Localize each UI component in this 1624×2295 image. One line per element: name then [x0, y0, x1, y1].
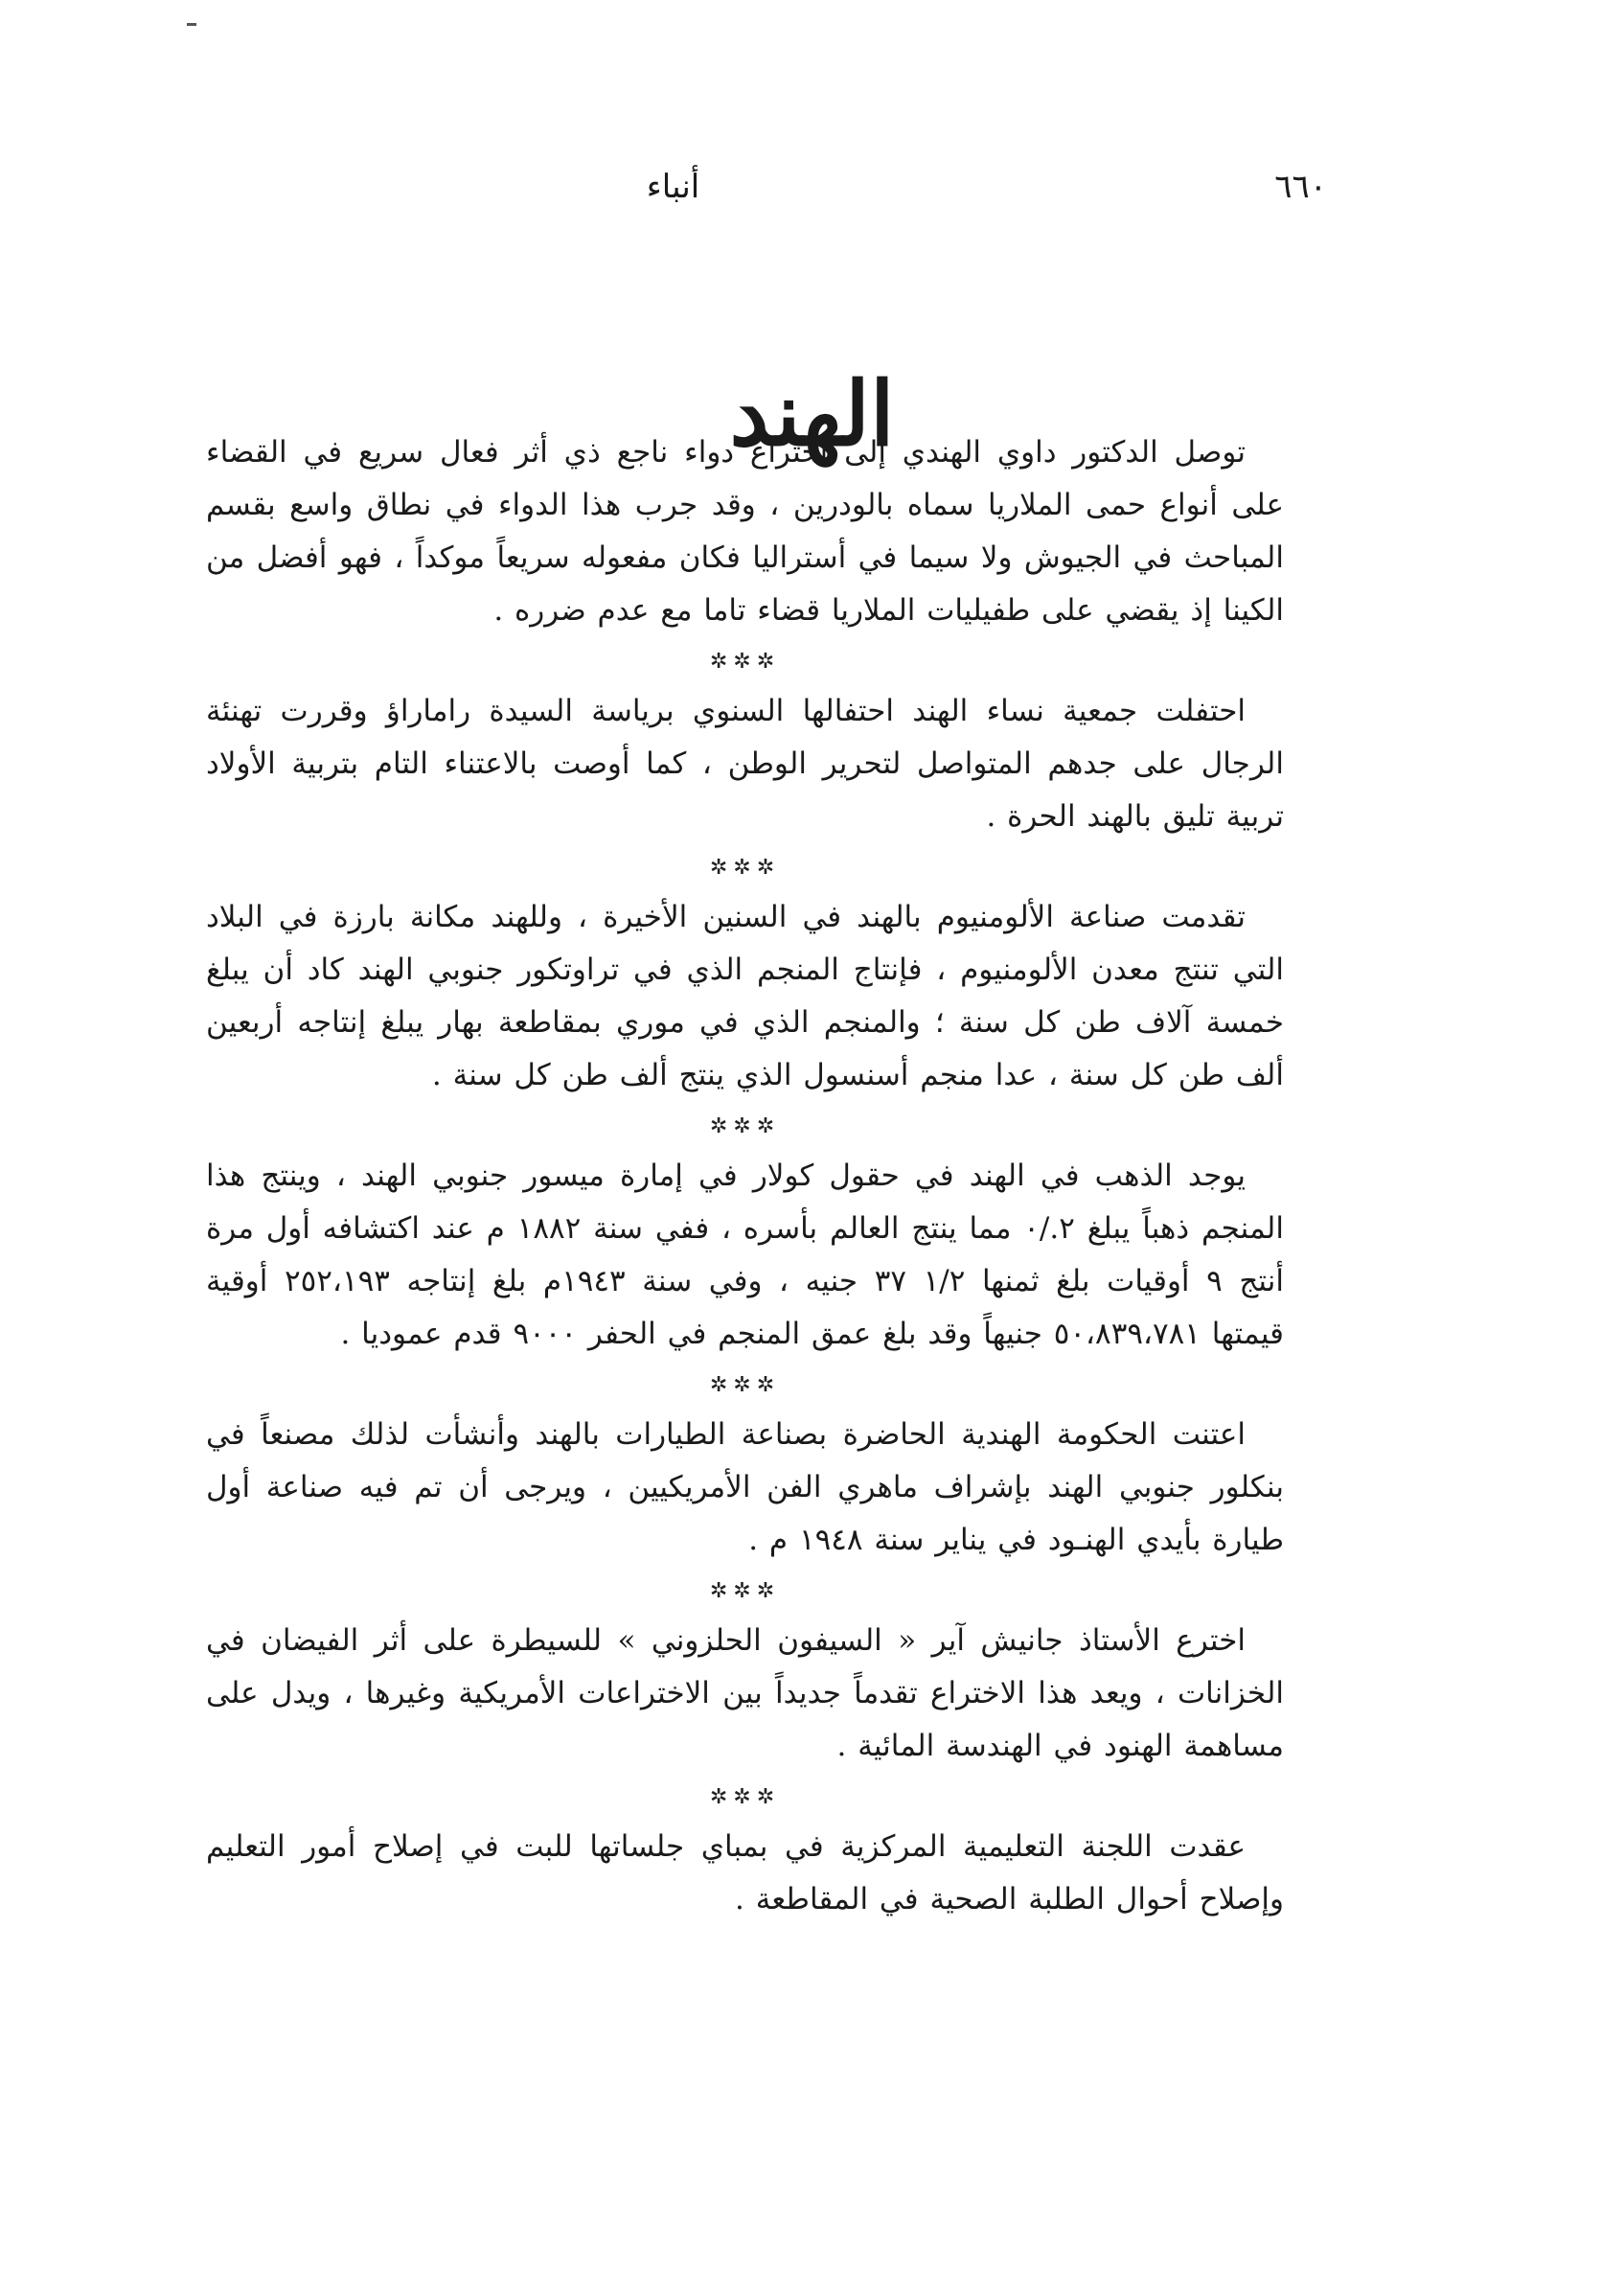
section-name: أنباء: [646, 168, 700, 206]
news-item-siphon: اخترع الأستاذ جانيش آير « السيفون الحلزوني » للسيطرة على أثر الفيضان في الخزانات ، ويعد هذا الاختراع تقدماً جديداً بين الاختراعات الأمريكية وغيرها ، ويدل على مساهمة الهنود في الهندسة المائية .: [206, 1623, 1284, 1763]
asterism-separator: ✲✲✲: [709, 650, 781, 674]
scan-mark: [187, 23, 196, 26]
news-item-gold: يوجد الذهب في الهند في حقول كولار في إمارة ميسور جنوبي الهند ، وينتج هذا المنجم ذهباً يبلغ ٢./٠ مما ينتج العالم بأسره ، ففي سنة ١٨٨٢ م عند اكتشافه أول مرة أنتج ٩ أوقيات بلغ ثمنها ١/٢ ٣٧ جنيه ، وفي سنة ١٩٤٣م بلغ إنتاجه ٢٥٢،١٩٣ أوقية قيمتها ٥٠،٨٣٩،٧٨١ جنيهاً وقد بلغ عمق المنجم في الحفر ٩٠٠٠ قدم عموديا .: [206, 1159, 1284, 1351]
page-number: ٦٦٠: [1274, 168, 1327, 206]
news-item-education-committee: عقدت اللجنة التعليمية المركزية في بمباي جلساتها للبت في إصلاح أمور التعليم وإصلاح أحوال الطلبة الصحية في المقاطعة .: [206, 1829, 1284, 1916]
asterism-separator: ✲✲✲: [709, 856, 781, 880]
news-item-aircraft: اعتنت الحكومة الهندية الحاضرة بصناعة الطيارات بالهند وأنشأت لذلك مصنعاً في بنكلور جنوبي الهند بإشراف ماهري الفن الأمريكيين ، ويرجى أن تم فيه صناعة أول طيارة بأيدي الهنـود في يناير سنة ١٩٤٨ م .: [206, 1417, 1284, 1557]
page-title: الهند: [729, 361, 895, 466]
news-item-malaria-drug: توصل الدكتور داوي الهندي إلى اختراع دواء ناجع ذي أثر فعال سريع في القضاء على أنواع حمى الملاريا سماه بالودرين ، وقد جرب هذا الدواء في نطاق واسع بقسم المباحث في الجيوش ولا سيما في أستراليا فكان مفعوله سريعاً موكداً ، فهو أفضل من الكينا إذ يقضي على طفيليات الملاريا قضاء تاما مع عدم ضرره .: [206, 435, 1284, 628]
news-item-women-association: احتفلت جمعية نساء الهند احتفالها السنوي برياسة السيدة راماراؤ وقررت تهنئة الرجال على جدهم المتواصل لتحرير الوطن ، كما أوصت بالاعتناء التام بتربية الأولاد تربية تليق بالهند الحرة .: [206, 694, 1284, 834]
asterism-separator: ✲✲✲: [709, 1114, 781, 1138]
article-body: [206, 426, 1284, 1926]
news-item-aluminium: تقدمت صناعة الألومنيوم بالهند في السنين الأخيرة ، وللهند مكانة بارزة في البلاد التي تنتج معدن الألومنيوم ، فإنتاج المنجم الذي في تراوتكور جنوبي الهند كاد أن يبلغ خمسة آلاف طن كل سنة ؛ والمنجم الذي في موري بمقاطعة بهار يبلغ إنتاجه أربعين ألف طن كل سنة ، عدا منجم أسنسول الذي ينتج ألف طن كل سنة .: [206, 900, 1284, 1092]
asterism-separator: ✲✲✲: [709, 1579, 781, 1603]
asterism-separator: ✲✲✲: [709, 1785, 781, 1809]
running-header: [201, 168, 1327, 216]
asterism-separator: ✲✲✲: [709, 1373, 781, 1397]
